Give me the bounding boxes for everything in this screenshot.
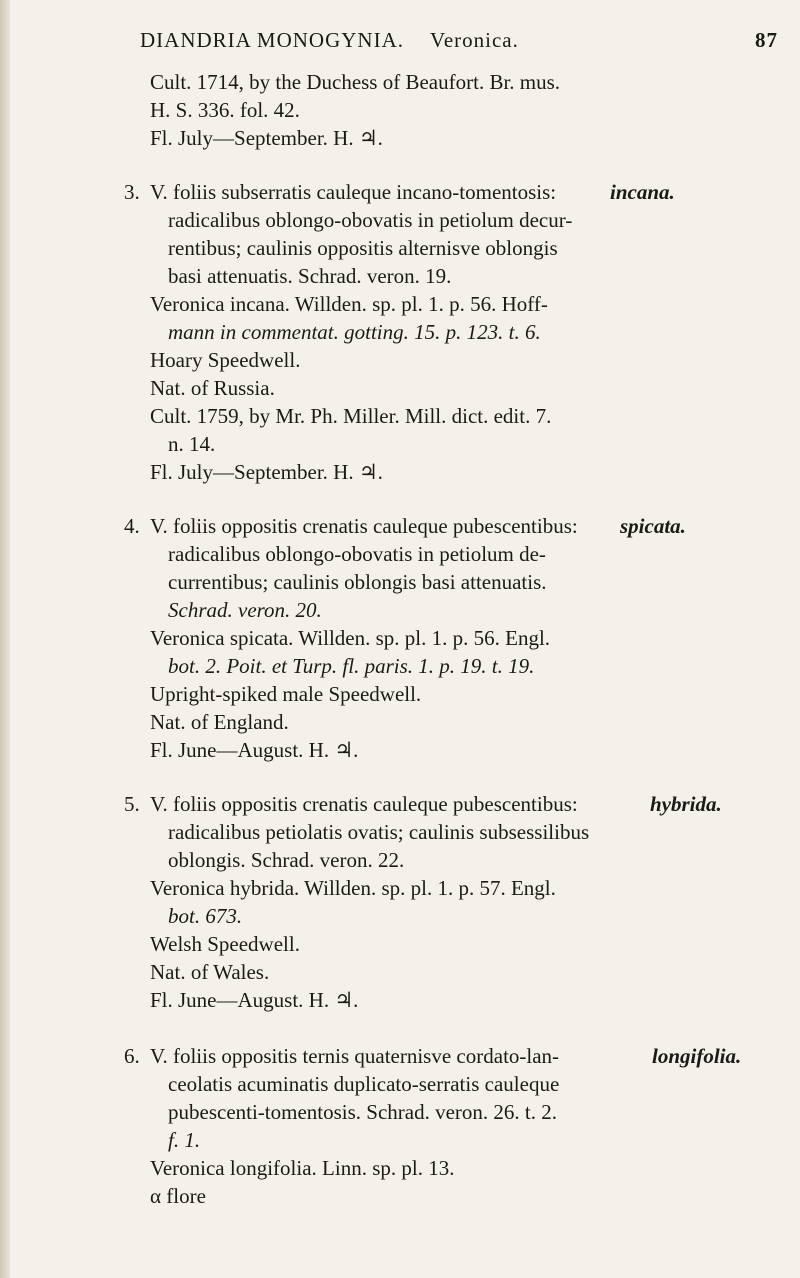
- entry-line: Upright-spiked male Speedwell.: [150, 682, 422, 706]
- entry-line: V. foliis oppositis crenatis cauleque pubescentibus:: [150, 514, 578, 538]
- entry-line: H. S. 336. fol. 42.: [150, 98, 300, 122]
- entry-line: V. foliis oppositis ternis quaternisve cordato-lan-: [150, 1044, 560, 1068]
- entry-line: Nat. of Wales.: [150, 960, 270, 984]
- entry-number: 3.: [124, 180, 140, 204]
- entry-line: Schrad. veron. 20.: [168, 598, 322, 622]
- entry-line: Cult. 1759, by Mr. Ph. Miller. Mill. dict. edit. 7.: [150, 404, 552, 428]
- entry-line: currentibus; caulinis oblongis basi attenuatis.: [168, 570, 547, 594]
- entry-line: radicalibus oblongo-obovatis in petiolum decur-: [168, 208, 573, 232]
- entry-number: 5.: [124, 792, 140, 816]
- entry-line: mann in commentat. gotting. 15. p. 123. t. 6.: [168, 320, 541, 344]
- entry-line: Fl. July—September. H. ♃.: [150, 460, 383, 484]
- entry-line: n. 14.: [168, 432, 216, 456]
- entry-line: pubescenti-tomentosis. Schrad. veron. 26. t. 2.: [168, 1100, 558, 1124]
- entry-line: f. 1.: [168, 1128, 201, 1152]
- header-genus: Veronica.: [430, 28, 519, 52]
- entry-number: 4.: [124, 514, 140, 538]
- entry-line: α flore: [150, 1184, 206, 1208]
- entry-line: V. foliis oppositis crenatis cauleque pubescentibus:: [150, 792, 578, 816]
- entry-line: Cult. 1714, by the Duchess of Beaufort. Br. mus.: [150, 70, 561, 94]
- entry-line: bot. 2. Poit. et Turp. fl. paris. 1. p. 19. t. 19.: [168, 654, 535, 678]
- entry-line: basi attenuatis. Schrad. veron. 19.: [168, 264, 452, 288]
- entry-line: Hoary Speedwell.: [150, 348, 301, 372]
- entry-line: oblongis. Schrad. veron. 22.: [168, 848, 405, 872]
- entry-line: Fl. July—September. H. ♃.: [150, 126, 383, 150]
- entry-line: Welsh Speedwell.: [150, 932, 300, 956]
- species-name: hybrida.: [650, 792, 722, 816]
- species-name: spicata.: [620, 514, 686, 538]
- entry-line: Veronica spicata. Willden. sp. pl. 1. p. 56. Engl.: [150, 626, 551, 650]
- entry-line: Fl. June—August. H. ♃.: [150, 738, 359, 762]
- entry-line: radicalibus oblongo-obovatis in petiolum de-: [168, 542, 546, 566]
- entry-line: Veronica hybrida. Willden. sp. pl. 1. p. 57. Engl.: [150, 876, 556, 900]
- entry-line: radicalibus petiolatis ovatis; caulinis subsessilibus: [168, 820, 590, 844]
- entry-line: Nat. of England.: [150, 710, 289, 734]
- entry-line: V. foliis subserratis cauleque incano-tomentosis:: [150, 180, 557, 204]
- entry-line: Fl. June—August. H. ♃.: [150, 988, 359, 1012]
- page-binding-edge: [0, 0, 10, 1278]
- entry-number: 6.: [124, 1044, 140, 1068]
- species-name: longifolia.: [652, 1044, 742, 1068]
- header-class-order: DIANDRIA MONOGYNIA.: [140, 28, 404, 52]
- species-name: incana.: [610, 180, 675, 204]
- entry-line: ceolatis acuminatis duplicato-serratis cauleque: [168, 1072, 560, 1096]
- entry-line: Veronica incana. Willden. sp. pl. 1. p. 56. Hoff-: [150, 292, 548, 316]
- entry-line: bot. 673.: [168, 904, 243, 928]
- entry-line: Veronica longifolia. Linn. sp. pl. 13.: [150, 1156, 455, 1180]
- entry-line: rentibus; caulinis oppositis alternisve oblongis: [168, 236, 558, 260]
- page-number: 87: [755, 28, 778, 52]
- running-header: [140, 28, 790, 56]
- entry-line: Nat. of Russia.: [150, 376, 275, 400]
